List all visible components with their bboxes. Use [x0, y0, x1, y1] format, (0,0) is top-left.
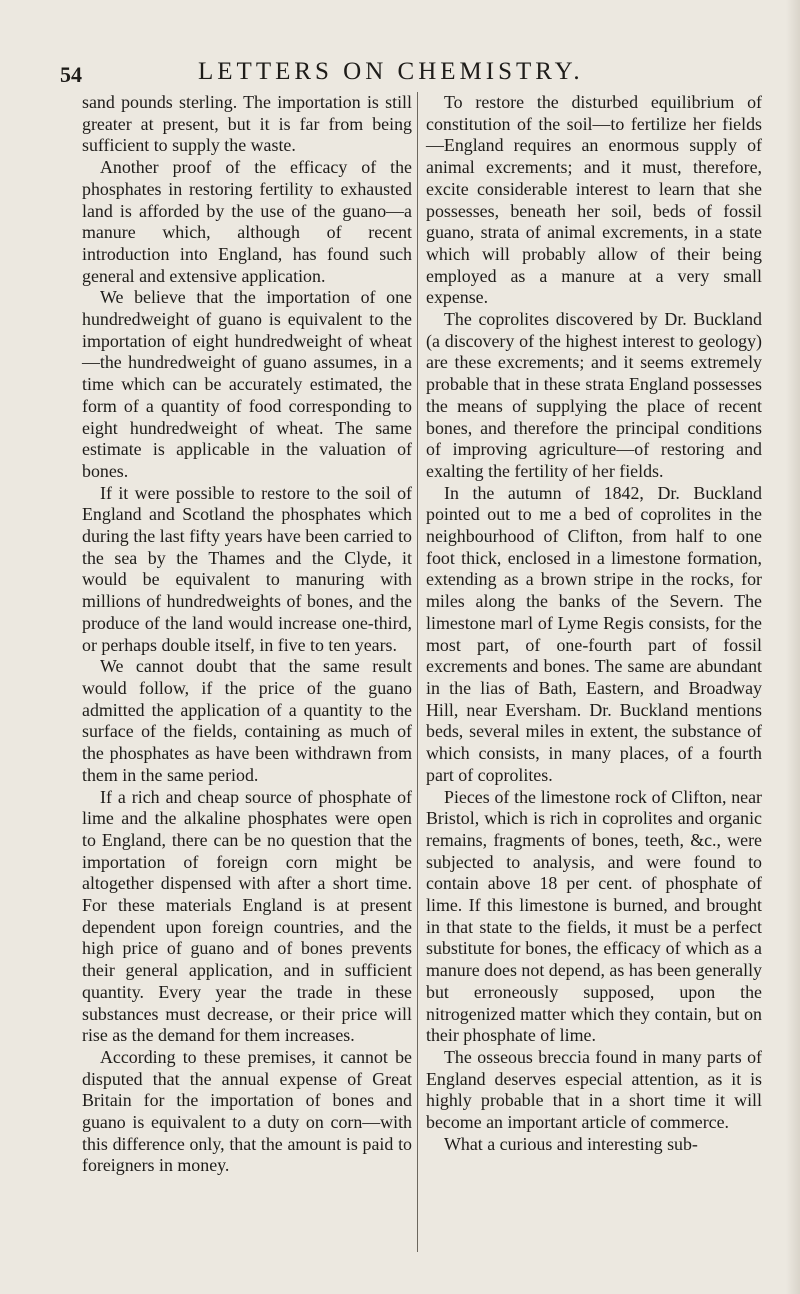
paragraph: According to these premises, it cannot be disputed that the annual expense of Great Britain for the importation of bones and guano is equivalent to a duty on corn—with this difference only, that the amount is paid to foreigners in money. [82, 1046, 412, 1176]
page-edge-shadow [786, 0, 800, 1294]
paragraph: To restore the disturbed equilibrium of constitution of the soil—to fertilize her fields—England requires an enormous supply of animal excrements; and it must, therefore, excite considerable interest to learn that she possesses, beneath her soil, beds of fossil guano, strata of animal excrements, in a state which will probably allow of their being employed as a manure at a very small expense. [426, 92, 762, 308]
page-header [58, 56, 748, 96]
paragraph: We believe that the importation of one hundredweight of guano is equivalent to the importation of eight hundredweight of wheat—the hundredweight of guano assumes, in a time which can be accurately estimated, the form of a quantity of food corresponding to eight hundredweight of wheat. The same estimate is applicable in the valuation of bones. [82, 287, 412, 481]
page-number: 54 [60, 62, 82, 87]
paragraph: The osseous breccia found in many parts of England deserves especial attention, as it is highly probable that in a short time it will become an important article of commerce. [426, 1046, 762, 1133]
column-divider [417, 92, 418, 1252]
paragraph: If it were possible to restore to the soil of England and Scotland the phosphates which during the last fifty years have been carried to the sea by the Thames and the Clyde, it would be equivalent to manuring with millions of hundredweights of bones, and the produce of the land would increase one-third, or perhaps double itself, in five to ten years. [82, 482, 412, 655]
paragraph: If a rich and cheap source of phosphate of lime and the alkaline phosphates were open to England, there can be no question that the importation of foreign corn might be altogether dispensed with after a short time. For these materials England is at present dependent upon foreign countries, and the high price of guano and of bones prevents their general application, and in sufficient quantity. Every year the trade in these substances must decrease, or their price will rise as the demand for them increases. [82, 786, 412, 1046]
left-column [82, 92, 412, 1177]
paragraph: sand pounds sterling. The importation is still greater at present, but it is far from being sufficient to supply the waste. [82, 92, 412, 156]
right-column [426, 92, 762, 1155]
paragraph: We cannot doubt that the same result would follow, if the price of the guano admitted the application of a quantity to the surface of the fields, containing as much of the phosphates as have been withdrawn from them in the same period. [82, 656, 412, 785]
paragraph: The coprolites discovered by Dr. Buckland (a discovery of the highest interest to geology) are these excrements; and it seems extremely probable that in these strata England possesses the means of supplying the place of recent bones, and therefore the principal conditions of improving agriculture—of restoring and exalting the fertility of her fields. [426, 309, 762, 481]
paragraph: In the autumn of 1842, Dr. Buckland pointed out to me a bed of coprolites in the neighbourhood of Clifton, from half to one foot thick, enclosed in a limestone formation, extending as a brown stripe in the rocks, for miles along the banks of the Severn. The limestone marl of Lyme Regis consists, for the most part, of one-fourth part of fossil excrements and bones. The same are abundant in the lias of Bath, Eastern, and Broadway Hill, near Eversham. Dr. Buckland mentions beds, several miles in extent, the substance of which consists, in many places, of a fourth part of coprolites. [426, 482, 762, 785]
running-title: LETTERS ON CHEMISTRY. [198, 58, 584, 85]
paragraph: Another proof of the efficacy of the phosphates in restoring fertility to exhausted land is afforded by the use of the guano—a manure which, although of recent introduction into England, has found such general and extensive application. [82, 157, 412, 286]
paragraph: Pieces of the limestone rock of Clifton, near Bristol, which is rich in coprolites and organic remains, fragments of bones, teeth, &c., were subjected to analysis, and were found to contain above 18 per cent. of phosphate of lime. If this limestone is burned, and brought in that state to the fields, it must be a perfect substitute for bones, the efficacy of which as a manure does not depend, as has been generally but erroneously supposed, upon the nitrogenized matter which they contain, but on their phosphate of lime. [426, 786, 762, 1046]
text-columns [82, 92, 764, 1252]
paragraph: What a curious and interesting sub- [444, 1133, 698, 1154]
